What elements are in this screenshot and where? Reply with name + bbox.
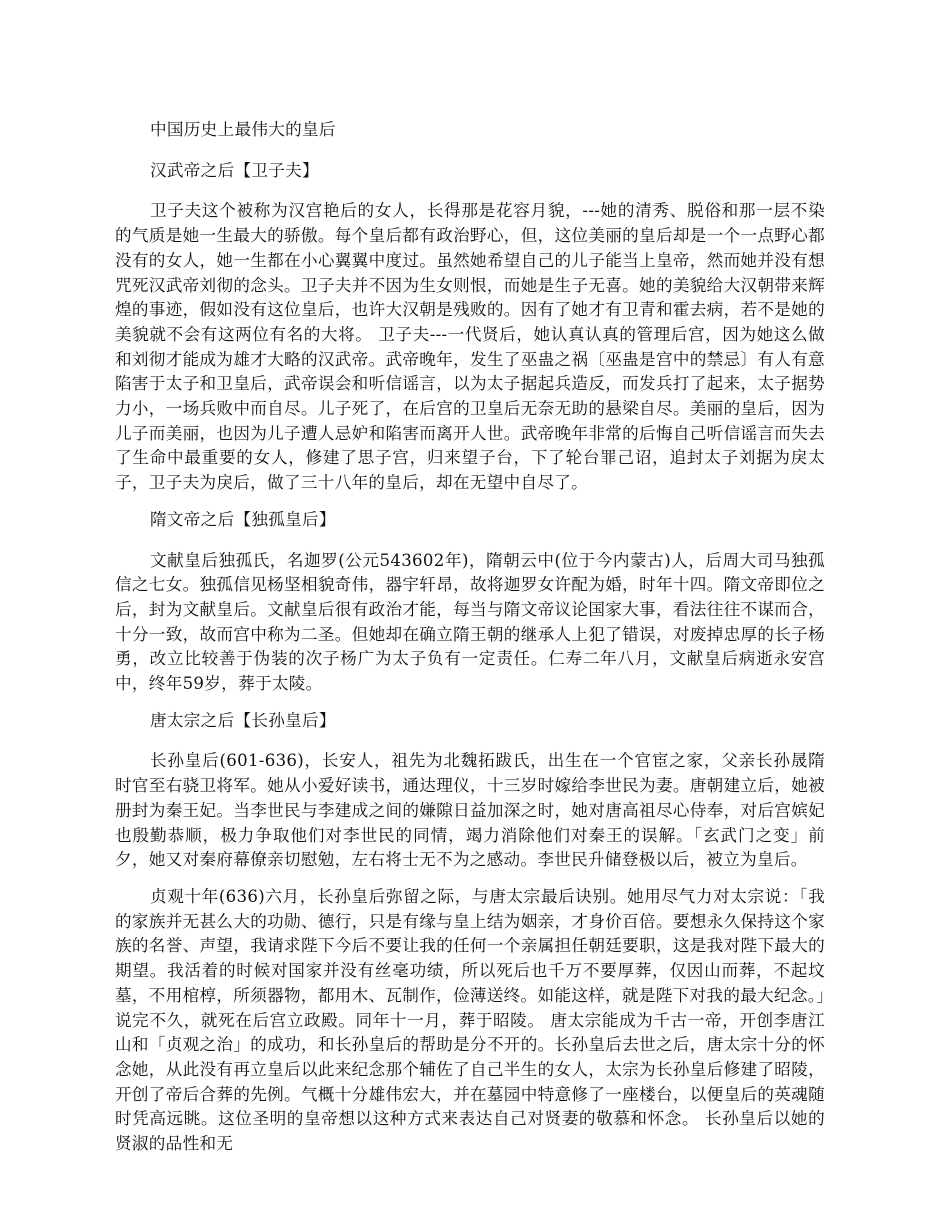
paragraph-wei-zifu: 卫子夫这个被称为汉宫艳后的女人，长得那是花容月貌，---她的清秀、脱俗和那一层不染的气质是她一生最大的骄傲。每个皇后都有政治野心，但，这位美丽的皇后却是一个一点野心都没有的女人，她一生都在小心翼翼中度过。虽然她希望自己的儿子能当上皇帝，然而她并没有想咒死汉武帝刘彻的念头。卫子夫并不因为生女则恨，而她是生子无喜。她的美貌给大汉朝带来辉煌的事迹，假如没有这位皇后，也许大汉朝是残败的。因有了她才有卫青和霍去病，若不是她的美貌就不会有这两位有名的大将。 卫子夫---一代贤后，她认真认真的管理后宫，因为她这么做和刘彻才能成为雄才大略的汉武帝。武帝晚年，发生了巫蛊之祸〔巫蛊是宫中的禁忌〕有人有意陷害于太子和卫皇后，武帝误会和听信谣言，以为太子据起兵造反，而发兵打了起来，太子据势力小，一场兵败中而自尽。儿子死了，在后宫的卫皇后无奈无助的悬梁自尽。美丽的皇后，因为儿子而美丽，也因为儿子遭人忌妒和陷害而离开人世。武帝晚年非常的后悔自己听信谣言而失去了生命中最重要的女人，修建了思子宫，归来望子台，下了轮台罪己诏，追封太子刘据为戾太子，卫子夫为戾后，做了三十八年的皇后，却在无望中自尽了。 — [115, 201, 825, 493]
section-heading-zhangsun: 唐太宗之后【长孙皇后】 — [150, 710, 336, 730]
document-title: 中国历史上最伟大的皇后 — [150, 120, 336, 139]
section-heading-wei-zifu: 汉武帝之后【卫子夫】 — [150, 160, 319, 180]
paragraph-zhangsun-2: 贞观十年(636)六月，长孙皇后弥留之际，与唐太宗最后诀别。她用尽气力对太宗说：「我的家族并无甚么大的功勋、德行，只是有缘与皇上结为姻亲，才身价百倍。要想永久保持这个家族的名誉、声望，我请求陛下今后不要让我的任何一个亲属担任朝廷要职，这是我对陛下最大的期望。我活着的时候对国家并没有丝毫功绩，所以死后也千万不要厚葬，仅因山而葬，不起坟墓，不用棺椁，所须器物，都用木、瓦制作，俭薄送终。如能这样，就是陛下对我的最大纪念。」说完不久，就死在后宫立政殿。同年十一月，葬于昭陵。 唐太宗能成为千古一帝，开创李唐江山和「贞观之治」的成功，和长孙皇后的帮助是分不开的。长孙皇后去世之后，唐太宗十分的怀念她，从此没有再立皇后以此来纪念那个辅佐了自己半生的女人，太宗为长孙皇后修建了昭陵，开创了帝后合葬的先例。气概十分雄伟宏大，并在墓园中特意修了一座楼台，以便皇后的英魂随时凭高远眺。这位圣明的皇帝想以这种方式来表达自己对贤妻的敬慕和怀念。 长孙皇后以她的贤淑的品性和无 — [115, 886, 825, 1154]
paragraph-dugu: 文献皇后独孤氏，名迦罗(公元543602年)，隋朝云中(位于今内蒙古)人，后周大司马独孤信之七女。独孤信见杨坚相貌奇伟，器宇轩昂，故将迦罗女许配为婚，时年十四。隋文帝即位之后，封为文献皇后。文献皇后很有政治才能，每当与隋文帝议论国家大事，看法往往不谋而合，十分一致，故而宫中称为二圣。但她却在确立隋王朝的继承人上犯了错误，对废掉忠厚的长子杨勇，改立比较善于伪装的次子杨广为太子负有一定责任。仁寿二年八月，文献皇后病逝永安宫中，终年59岁，葬于太陵。 — [115, 550, 825, 694]
document-page — [115, 118, 825, 1169]
paragraph-zhangsun-1: 长孙皇后(601-636)，长安人，祖先为北魏拓跋氏，出生在一个官宦之家，父亲长孙晟隋时官至右骁卫将军。她从小爱好读书，通达理仪，十三岁时嫁给李世民为妻。唐朝建立后，她被册封为秦王妃。当李世民与李建成之间的嫌隙日益加深之时，她对唐高祖尽心侍奉，对后宫嫔妃也殷勤恭顺，极力争取他们对李世民的同情，竭力消除他们对秦王的误解。「玄武门之变」前夕，她又对秦府幕僚亲切慰勉，左右将士无不为之感动。李世民升储登极以后，被立为皇后。 — [115, 751, 825, 870]
section-heading-dugu: 隋文帝之后【独孤皇后】 — [150, 509, 336, 529]
